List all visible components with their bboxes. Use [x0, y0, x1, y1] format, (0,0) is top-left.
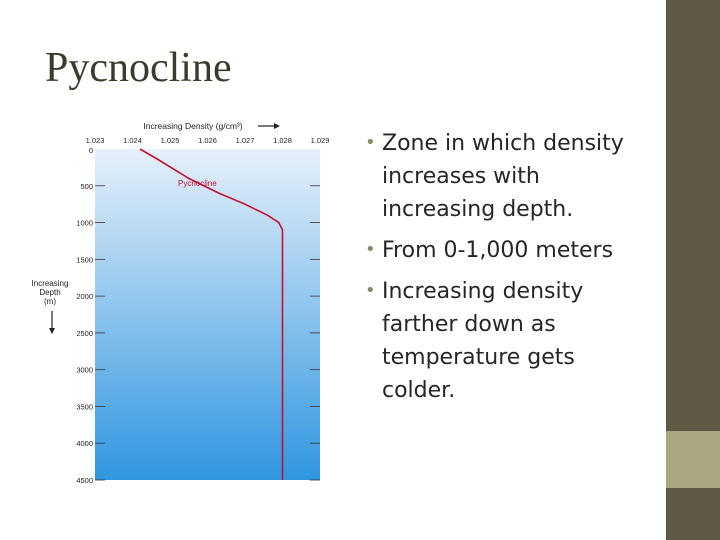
x-tick-label: 1.023	[85, 136, 105, 145]
x-tick-label: 1.024	[123, 136, 142, 145]
bullet-text: Zone in which density increases with increasing depth.	[382, 131, 624, 222]
slide-title: Pycnocline	[45, 45, 232, 91]
y-tick-label: 1000	[76, 218, 93, 228]
y-tick-label: 1500	[76, 255, 93, 265]
bullet-item	[365, 127, 655, 226]
y-tick-label: 3000	[76, 365, 93, 375]
plot-area	[95, 149, 320, 480]
x-tick-label: 1.027	[235, 136, 255, 145]
y-axis-label-line: (m)	[44, 297, 56, 306]
bullet-item	[365, 275, 655, 407]
chart-svg	[30, 118, 330, 488]
y-axis-label-line: Increasing	[31, 279, 69, 288]
density-depth-chart	[30, 118, 330, 488]
y-axis-label-line: Depth	[39, 288, 61, 297]
x-axis-label: Increasing Density (g/cm³)	[143, 121, 243, 131]
y-tick-label: 2500	[76, 328, 93, 338]
x-tick-label: 1.029	[310, 136, 330, 145]
x-tick-label: 1.025	[160, 136, 180, 145]
bullet-text: From 0-1,000 meters	[382, 238, 614, 263]
bullet-list	[365, 127, 655, 415]
x-axis-arrowhead	[274, 123, 280, 129]
y-axis-arrowhead	[49, 328, 55, 334]
pycnocline-annotation: Pycnocline	[178, 179, 217, 188]
y-tick-label: 500	[80, 181, 93, 191]
x-tick-label: 1.028	[273, 136, 292, 145]
y-tick-label: 2000	[76, 292, 93, 302]
bullet-dot-icon: •	[365, 132, 376, 153]
bullet-dot-icon: •	[365, 239, 376, 260]
sidebar-accent-block	[666, 431, 720, 488]
bullet-text: Increasing density farther down as temperature gets colder.	[382, 279, 584, 403]
y-tick-label: 4000	[76, 439, 93, 449]
x-axis-ticks	[86, 136, 330, 145]
y-axis-label	[32, 279, 69, 306]
y-tick-label: 3500	[76, 402, 93, 412]
bullet-item	[365, 234, 655, 267]
y-tick-label: 4500	[76, 476, 93, 485]
y-tick-label: 0	[88, 146, 93, 155]
bullet-dot-icon: •	[365, 280, 376, 301]
x-tick-label: 1.026	[198, 136, 217, 145]
